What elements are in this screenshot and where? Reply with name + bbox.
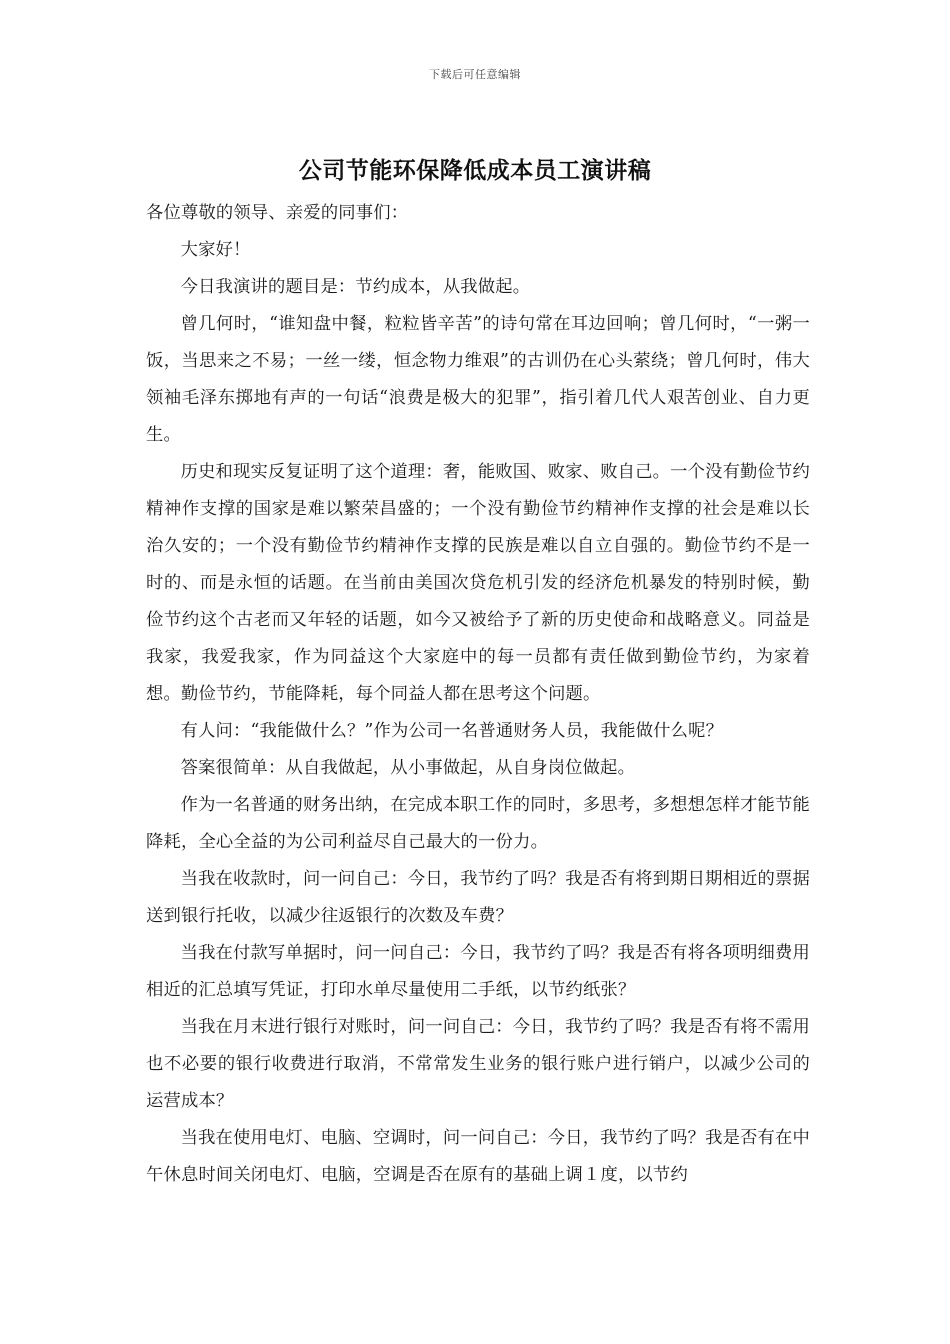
header-note: 下载后可任意编辑 xyxy=(429,68,521,81)
paragraph-greeting: 大家好！ xyxy=(180,240,251,260)
paragraph-thrift-significance: 历史和现实反复证明了这个道理：奢，能败国、败家、败自己。一个没有勤俭节约精神作支撑的国家是难以繁荣昌盛的；一个没有勤俭节约精神作支撑的社会是难以长治久安的；一个没有勤俭节约精神作支撑的民族是难以自立自强的。勤俭节约不是一时的、而是永恒的话题。在当前由美国次贷危机引发的经济危机暴发的特别时候，勤俭节约这个古老而又年轻的话题，如今又被给予了新的历史使命和战略意义。同益是我家，我爱我家，作为同益这个大家庭中的每一员都有责任做到勤俭节约，为家着想。勤俭节约，节能降耗，每个同益人都在思考这个问题。 xyxy=(146,462,810,704)
paragraph-cashier-role: 作为一名普通的财务出纳，在完成本职工作的同时，多思考，多想想怎样才能节能降耗，全心全益的为公司利益尽自己最大的一份力。 xyxy=(146,795,810,852)
paragraph-topic: 今日我演讲的题目是：节约成本，从我做起。 xyxy=(180,277,531,297)
salutation: 各位尊敬的领导、亲爱的同事们： xyxy=(146,203,409,223)
paragraph-history-quotes: 曾几何时，“谁知盘中餐，粒粒皆辛苦”的诗句常在耳边回响；曾几何时，“一粥一饭，当思来之不易；一丝一缕，恒念物力维艰”的古训仍在心头萦绕；曾几何时，伟大领袖毛泽东掷地有声的一句话“浪费是极大的犯罪”，指引着几代人艰苦创业、自力更生。 xyxy=(146,314,810,445)
paragraph-electricity: 当我在使用电灯、电脑、空调时，问一问自己：今日，我节约了吗？我是否有在中午休息时间关闭电灯、电脑，空调是否在原有的基础上调１度，以节约 xyxy=(146,1128,810,1185)
document-body xyxy=(146,195,810,1194)
paragraph-question: 有人问：“我能做什么？”作为公司一名普通财务人员，我能做什么呢？ xyxy=(180,721,724,741)
document-title: 公司节能环保降低成本员工演讲稿 xyxy=(298,157,652,184)
paragraph-answer: 答案很简单：从自我做起，从小事做起，从自身岗位做起。 xyxy=(180,758,636,778)
paragraph-reconciliation: 当我在月末进行银行对账时，问一问自己：今日，我节约了吗？我是否有将不需用也不必要的银行收费进行取消，不常常发生业务的银行账户进行销户，以减少公司的运营成本？ xyxy=(146,1017,810,1111)
paragraph-collection: 当我在收款时，问一问自己：今日，我节约了吗？我是否有将到期日期相近的票据送到银行托收，以减少往返银行的次数及车费？ xyxy=(146,869,810,926)
paragraph-payment: 当我在付款写单据时，问一问自己：今日，我节约了吗？我是否有将各项明细费用相近的汇总填写凭证，打印水单尽量使用二手纸，以节约纸张？ xyxy=(146,943,810,1000)
